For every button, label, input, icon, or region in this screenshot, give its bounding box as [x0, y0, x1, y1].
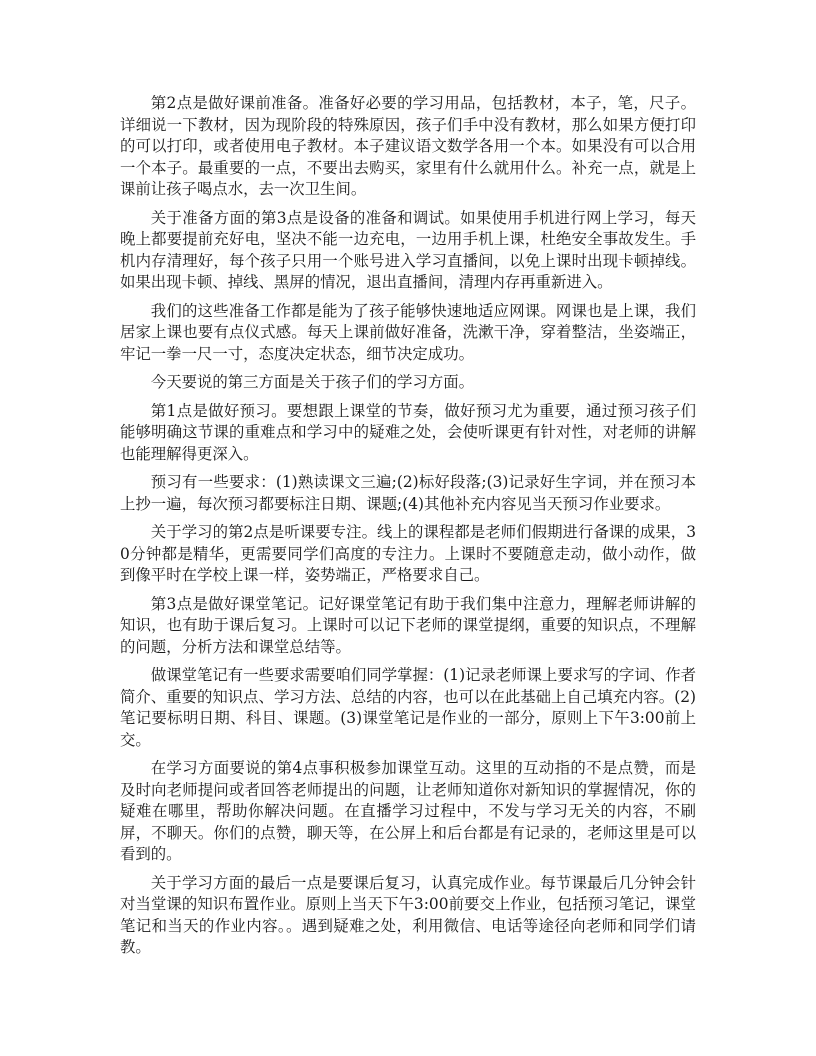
paragraph-class-interaction: 在学习方面要说的第4点事积极参加课堂互动。这里的互动指的不是点赞，而是及时向老师提问或者回答老师提出的问题，让老师知道你对新知识的掌握情况，你的疑难在哪里，帮助你解决问题。在直播学习过程中，不发与学习无关的内容，不刷屏，不聊天。你们的点赞，聊天等，在公屏上和后台都是有记录的，老师这里是可以看到的。 — [120, 759, 696, 863]
paragraph-notes-requirements: 做课堂笔记有一些要求需要咱们同学掌握：(1)记录老师课上要求写的字词、作者简介、重要的知识点、学习方法、总结的内容，也可以在此基础上自己填充内容。(2)笔记要标明日期、科目、课题。(3)课堂笔记是作业的一部分，原则上下午3:00前上交。 — [120, 666, 696, 749]
paragraph-class-notes: 第3点是做好课堂笔记。记好课堂笔记有助于我们集中注意力，理解老师讲解的知识，也有助于课后复习。上课时可以记下老师的课堂提纲，重要的知识点，不理解的问题，分析方法和课堂总结等。 — [120, 594, 696, 656]
paragraph-preview-requirements: 预习有一些要求：(1)熟读课文三遍;(2)标好段落;(3)记录好生字词，并在预习本上抄一遍，每次预习都要标注日期、课题;(4)其他补充内容见当天预习作业要求。 — [120, 473, 696, 513]
paragraph-review-homework: 关于学习方面的最后一点是要课后复习，认真完成作业。每节课最后几分钟会针对当堂课的知识布置作业。原则上当天下午3:00前要交上作业，包括预习笔记，课堂笔记和当天的作业内容。。遇到疑难之处，利用微信、电话等途径向老师和同学们请教。 — [120, 873, 696, 956]
paragraph-study-section-intro: 今天要说的第三方面是关于孩子们的学习方面。 — [150, 373, 475, 391]
paragraph-device-preparation: 关于准备方面的第3点是设备的准备和调试。如果使用手机进行网上学习，每天晚上都要提前充好电，坚决不能一边充电，一边用手机上课，杜绝安全事故发生。手机内存清理好，每个孩子只用一个账号进入学习直播间，以免上课时出现卡顿掉线。如果出现卡顿、掉线、黑屏的情况，退出直播间，清理内存再重新进入。 — [120, 208, 696, 291]
paragraph-preview: 第1点是做好预习。要想跟上课堂的节奏，做好预习尤为重要，通过预习孩子们能够明确这节课的重难点和学习中的疑难之处，会使听课更有针对性，对老师的讲解也能理解得更深入。 — [120, 401, 696, 463]
paragraph-focus-in-class: 关于学习的第2点是听课要专注。线上的课程都是老师们假期进行备课的成果，30分钟都是精华，更需要同学们高度的专注力。上课时不要随意走动，做小动作，做到像平时在学校上课一样，姿势端正，严格要求自己。 — [120, 523, 696, 584]
paragraph-class-preparation: 第2点是做好课前准备。准备好必要的学习用品，包括教材，本子，笔，尺子。详细说一下教材，因为现阶段的特殊原因，孩子们手中没有教材，那么如果方便打印的可以打印，或者使用电子教材。本子建议语文数学各用一个本。如果没有可以合用一个本子。最重要的一点，不要出去购买，家里有什么就用什么。补充一点，就是上课前让孩子喝点水，去一次卫生间。 — [120, 94, 696, 198]
document-page — [120, 93, 696, 966]
paragraph-ritual-sense: 我们的这些准备工作都是能为了孩子能够快速地适应网课。网课也是上课，我们居家上课也要有点仪式感。每天上课前做好准备，洗漱干净，穿着整洁，坐姿端正，牢记一拳一尺一寸，态度决定状态，细节决定成功。 — [120, 301, 696, 363]
